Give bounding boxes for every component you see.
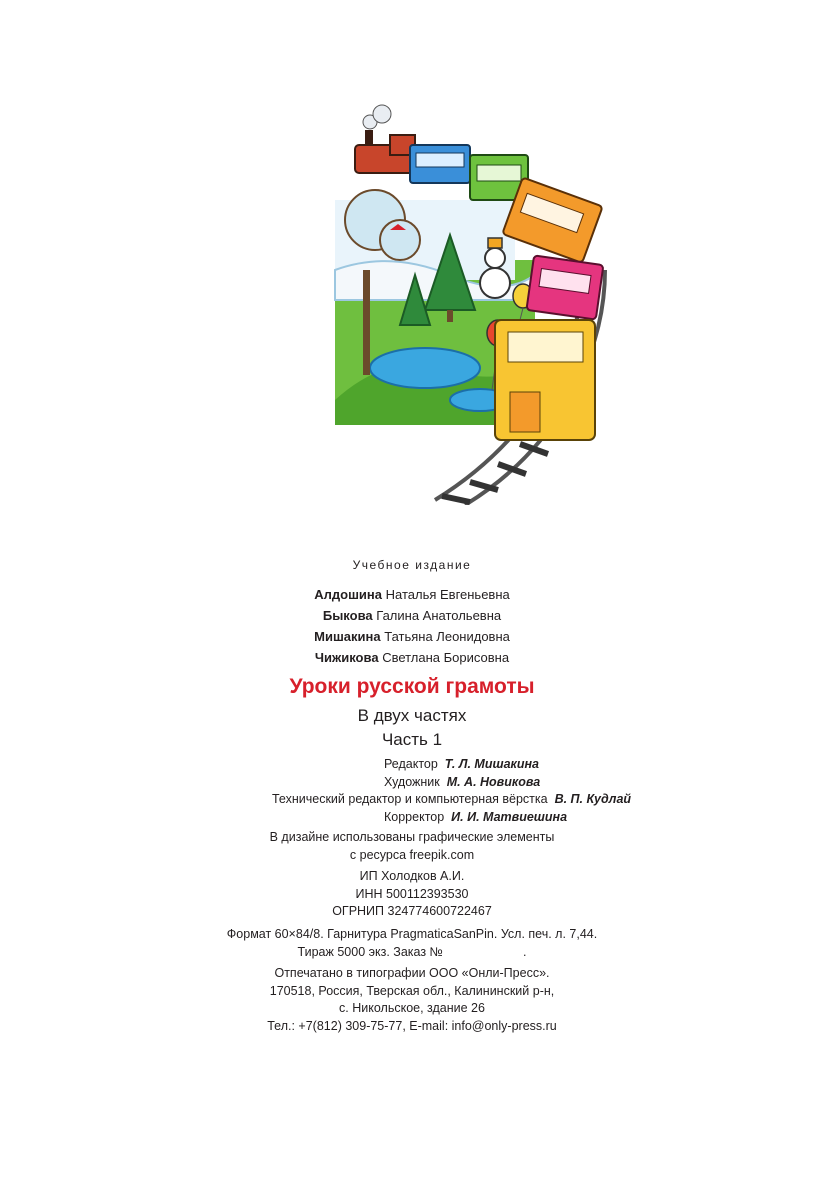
credit-role: Художник bbox=[384, 774, 440, 789]
book-subtitle: В двух частях bbox=[357, 706, 467, 725]
publisher-line: ИНН 500112393530 bbox=[355, 886, 469, 901]
wagon-orange-icon bbox=[502, 177, 602, 262]
credit-role: Технический редактор и компьютерная вёрстка bbox=[272, 792, 548, 806]
publisher-line: ОГРНИП 324774600722467 bbox=[332, 904, 492, 918]
locomotive-icon bbox=[355, 105, 415, 173]
printer-line: с. Никольское, здание 26 bbox=[339, 1001, 485, 1015]
credit-person: В. П. Кудлай bbox=[554, 792, 632, 806]
credit-line-1 bbox=[384, 756, 539, 774]
printer-info bbox=[0, 965, 824, 1035]
printer-line: 170518, Россия, Тверская обл., Калининский р-н, bbox=[269, 983, 555, 998]
format-line: Формат 60×84/8. Гарнитура PragmaticaSanPin. Усл. печ. л. 7,44. bbox=[226, 927, 598, 941]
author-name: Галина Анатольевна bbox=[376, 608, 502, 623]
credit-person: И. И. Матвиешина bbox=[451, 809, 568, 824]
author-surname: Чижикова bbox=[314, 650, 379, 665]
credit-line-4 bbox=[384, 809, 567, 827]
wagon-pink-icon bbox=[526, 255, 603, 319]
printer-line: Отпечатано в типографии ООО «Онли-Пресс». bbox=[274, 966, 550, 980]
design-note-line: В дизайне использованы графические элементы bbox=[269, 830, 555, 844]
train-landscape-illustration bbox=[330, 100, 610, 505]
wagon-blue-icon bbox=[410, 145, 470, 183]
credit-line-2 bbox=[384, 774, 540, 792]
wagon-yellow-icon bbox=[495, 320, 595, 440]
author-name: Татьяна Леонидовна bbox=[384, 629, 510, 644]
credit-role: Корректор bbox=[384, 809, 445, 824]
author-surname: Быкова bbox=[322, 608, 373, 623]
author-name: Светлана Борисовна bbox=[382, 650, 510, 665]
printer-line: Тел.: +7(812) 309-75-77, E-mail: info@only-press.ru bbox=[267, 1018, 557, 1033]
credit-role: Редактор bbox=[384, 757, 438, 771]
author-name: Наталья Евгеньевна bbox=[385, 587, 510, 602]
credit-line-3 bbox=[272, 791, 631, 809]
author-line-4 bbox=[0, 648, 824, 669]
credit-person: М. А. Новикова bbox=[446, 774, 541, 789]
author-surname: Мишакина bbox=[314, 629, 381, 644]
credit-person: Т. Л. Мишакина bbox=[444, 757, 539, 771]
author-line-1 bbox=[0, 585, 824, 606]
publisher-line: ИП Холодков А.И. bbox=[359, 869, 465, 883]
edition-label: Учебное издание bbox=[352, 558, 472, 572]
author-line-2 bbox=[0, 606, 824, 627]
book-title: Уроки русской грамоты bbox=[289, 675, 535, 698]
author-surname: Алдошина bbox=[314, 587, 382, 602]
format-line bbox=[0, 944, 824, 962]
author-line-3 bbox=[0, 627, 824, 648]
design-note bbox=[0, 829, 824, 864]
print-run: Тираж 5000 экз. Заказ № bbox=[297, 944, 443, 959]
order-number-blank: . bbox=[522, 944, 527, 959]
book-part: Часть 1 bbox=[381, 730, 443, 749]
design-note-line: с ресурса freepik.com bbox=[349, 847, 475, 862]
publisher-info bbox=[0, 868, 824, 921]
format-info bbox=[0, 926, 824, 961]
